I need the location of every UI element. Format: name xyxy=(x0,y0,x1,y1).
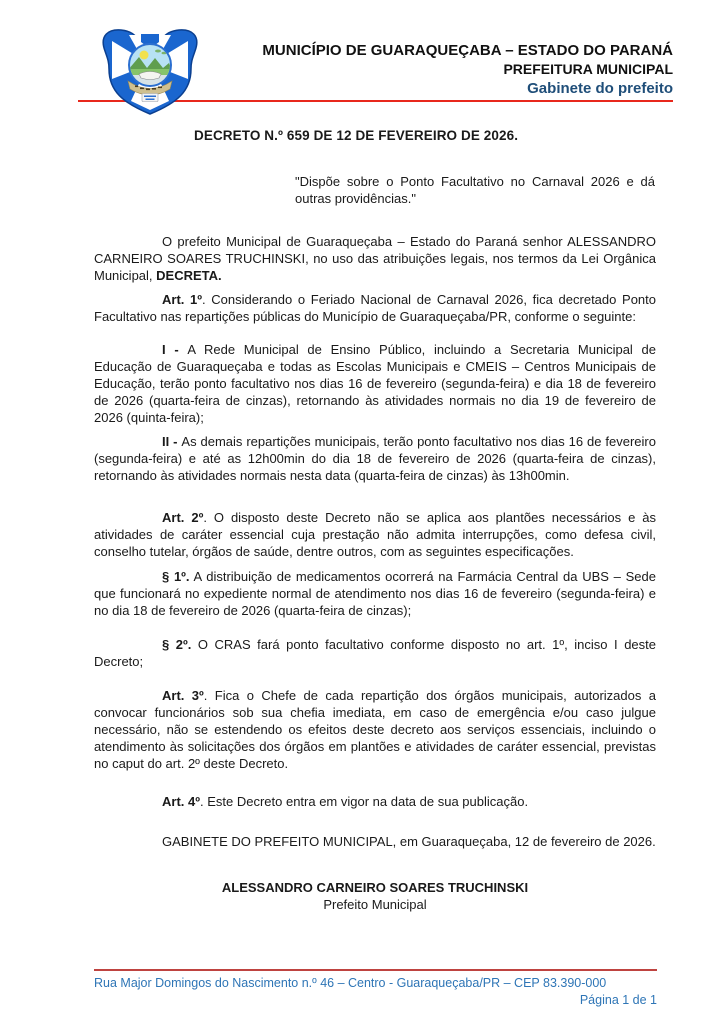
department-name: Gabinete do prefeito xyxy=(527,80,673,97)
paragraph-art-2: Art. 2º. O disposto deste Decreto não se aplica aos plantões necessários e às atividades de caráter essencial cuja prestação não admita interrupções, como defesa civil, conselho tutelar, órgãos de saúde, dentre outros, com as seguintes especificações. xyxy=(94,510,656,559)
page-indicator: Página 1 de 1 xyxy=(579,993,657,1007)
paragraph-preamble: O prefeito Municipal de Guaraqueçaba – Estado do Paraná senhor ALESSANDRO CARNEIRO SOARES TRUCHINSKI, no uso das atribuições legais, nos termos da Lei Orgânica Municipal, DECRETA. xyxy=(94,234,656,283)
decree-body xyxy=(94,120,656,913)
page-footer xyxy=(94,969,657,1008)
paragraph-par-1: § 1º. A distribuição de medicamentos ocorrerá na Farmácia Central da UBS – Sede que funcionará no expediente normal de atendimento nos dias 16 de fevereiro (segunda-feira) e no dia 18 de fevereiro de 2026 (quarta-feira de cinzas); xyxy=(94,569,656,618)
signer-role: Prefeito Municipal xyxy=(323,897,427,912)
decree-title: DECRETO N.º 659 DE 12 DE FEVEREIRO DE 2026. xyxy=(194,128,519,143)
municipality-name: MUNICÍPIO DE GUARAQUEÇABA – ESTADO DO PARANÁ xyxy=(262,42,673,59)
office-name: PREFEITURA MUNICIPAL xyxy=(503,61,673,77)
decree-epigraph: "Dispõe sobre o Ponto Facultativo no Carnaval 2026 e dá outras providências." xyxy=(295,174,655,206)
paragraph-art-3: Art. 3º. Fica o Chefe de cada repartição dos órgãos municipais, autorizados a convocar funcionários sob sua chefia imediata, em caso de emergência e/ou caso julgue necessário, não se estendendo os efeitos deste decreto aos serviços essenciais, incluindo o atendimento às solicitações dos órgãos em plantões e atividades de caráter essencial, previstas no caput do art. 2º deste Decreto. xyxy=(94,688,656,771)
footer-address: Rua Major Domingos do Nascimento n.º 46 – Centro - Guaraqueçaba/PR – CEP 83.390-000 xyxy=(94,976,607,990)
footer-rule xyxy=(94,969,657,971)
paragraph-inciso-i: I - A Rede Municipal de Ensino Público, incluindo a Secretaria Municipal de Educação de Guaraqueçaba e todas as Escolas Municipais e CMEIS – Centros Municipais de Educação, terão ponto facultativo nos dias 16 de fevereiro (segunda-feira) e dia 18 de fevereiro de 2026 (quarta-feira de cinzas), retornando às atividades normais no dia 19 de fevereiro de 2026 (quinta-feira); xyxy=(94,342,656,425)
paragraph-inciso-ii: II - As demais repartições municipais, terão ponto facultativo nos dias 16 de fevereiro (segunda-feira) e até as 12h00min do dia 18 de fevereiro de 2026 (quarta-feira de cinzas), retornando às atividades normais nesta data (quarta-feira de cinzas) às 13h00min. xyxy=(94,434,656,483)
paragraph-art-4: Art. 4º. Este Decreto entra em vigor na data de sua publicação. xyxy=(162,794,529,809)
coat-of-arms-logo xyxy=(95,25,205,118)
paragraph-art-1: Art. 1º. Considerando o Feriado Nacional de Carnaval 2026, fica decretado Ponto Facultativo nas repartições públicas do Município de Guaraqueçaba/PR, conforme o seguinte: xyxy=(94,292,656,324)
signer-name: ALESSANDRO CARNEIRO SOARES TRUCHINSKI xyxy=(221,880,529,895)
paragraph-closing: GABINETE DO PREFEITO MUNICIPAL, em Guaraqueçaba, 12 de fevereiro de 2026. xyxy=(162,834,656,849)
signature-block xyxy=(94,879,656,913)
letterhead xyxy=(262,41,673,99)
paragraph-par-2: § 2º. O CRAS fará ponto facultativo conforme disposto no art. 1º, inciso I deste Decreto; xyxy=(94,637,656,669)
